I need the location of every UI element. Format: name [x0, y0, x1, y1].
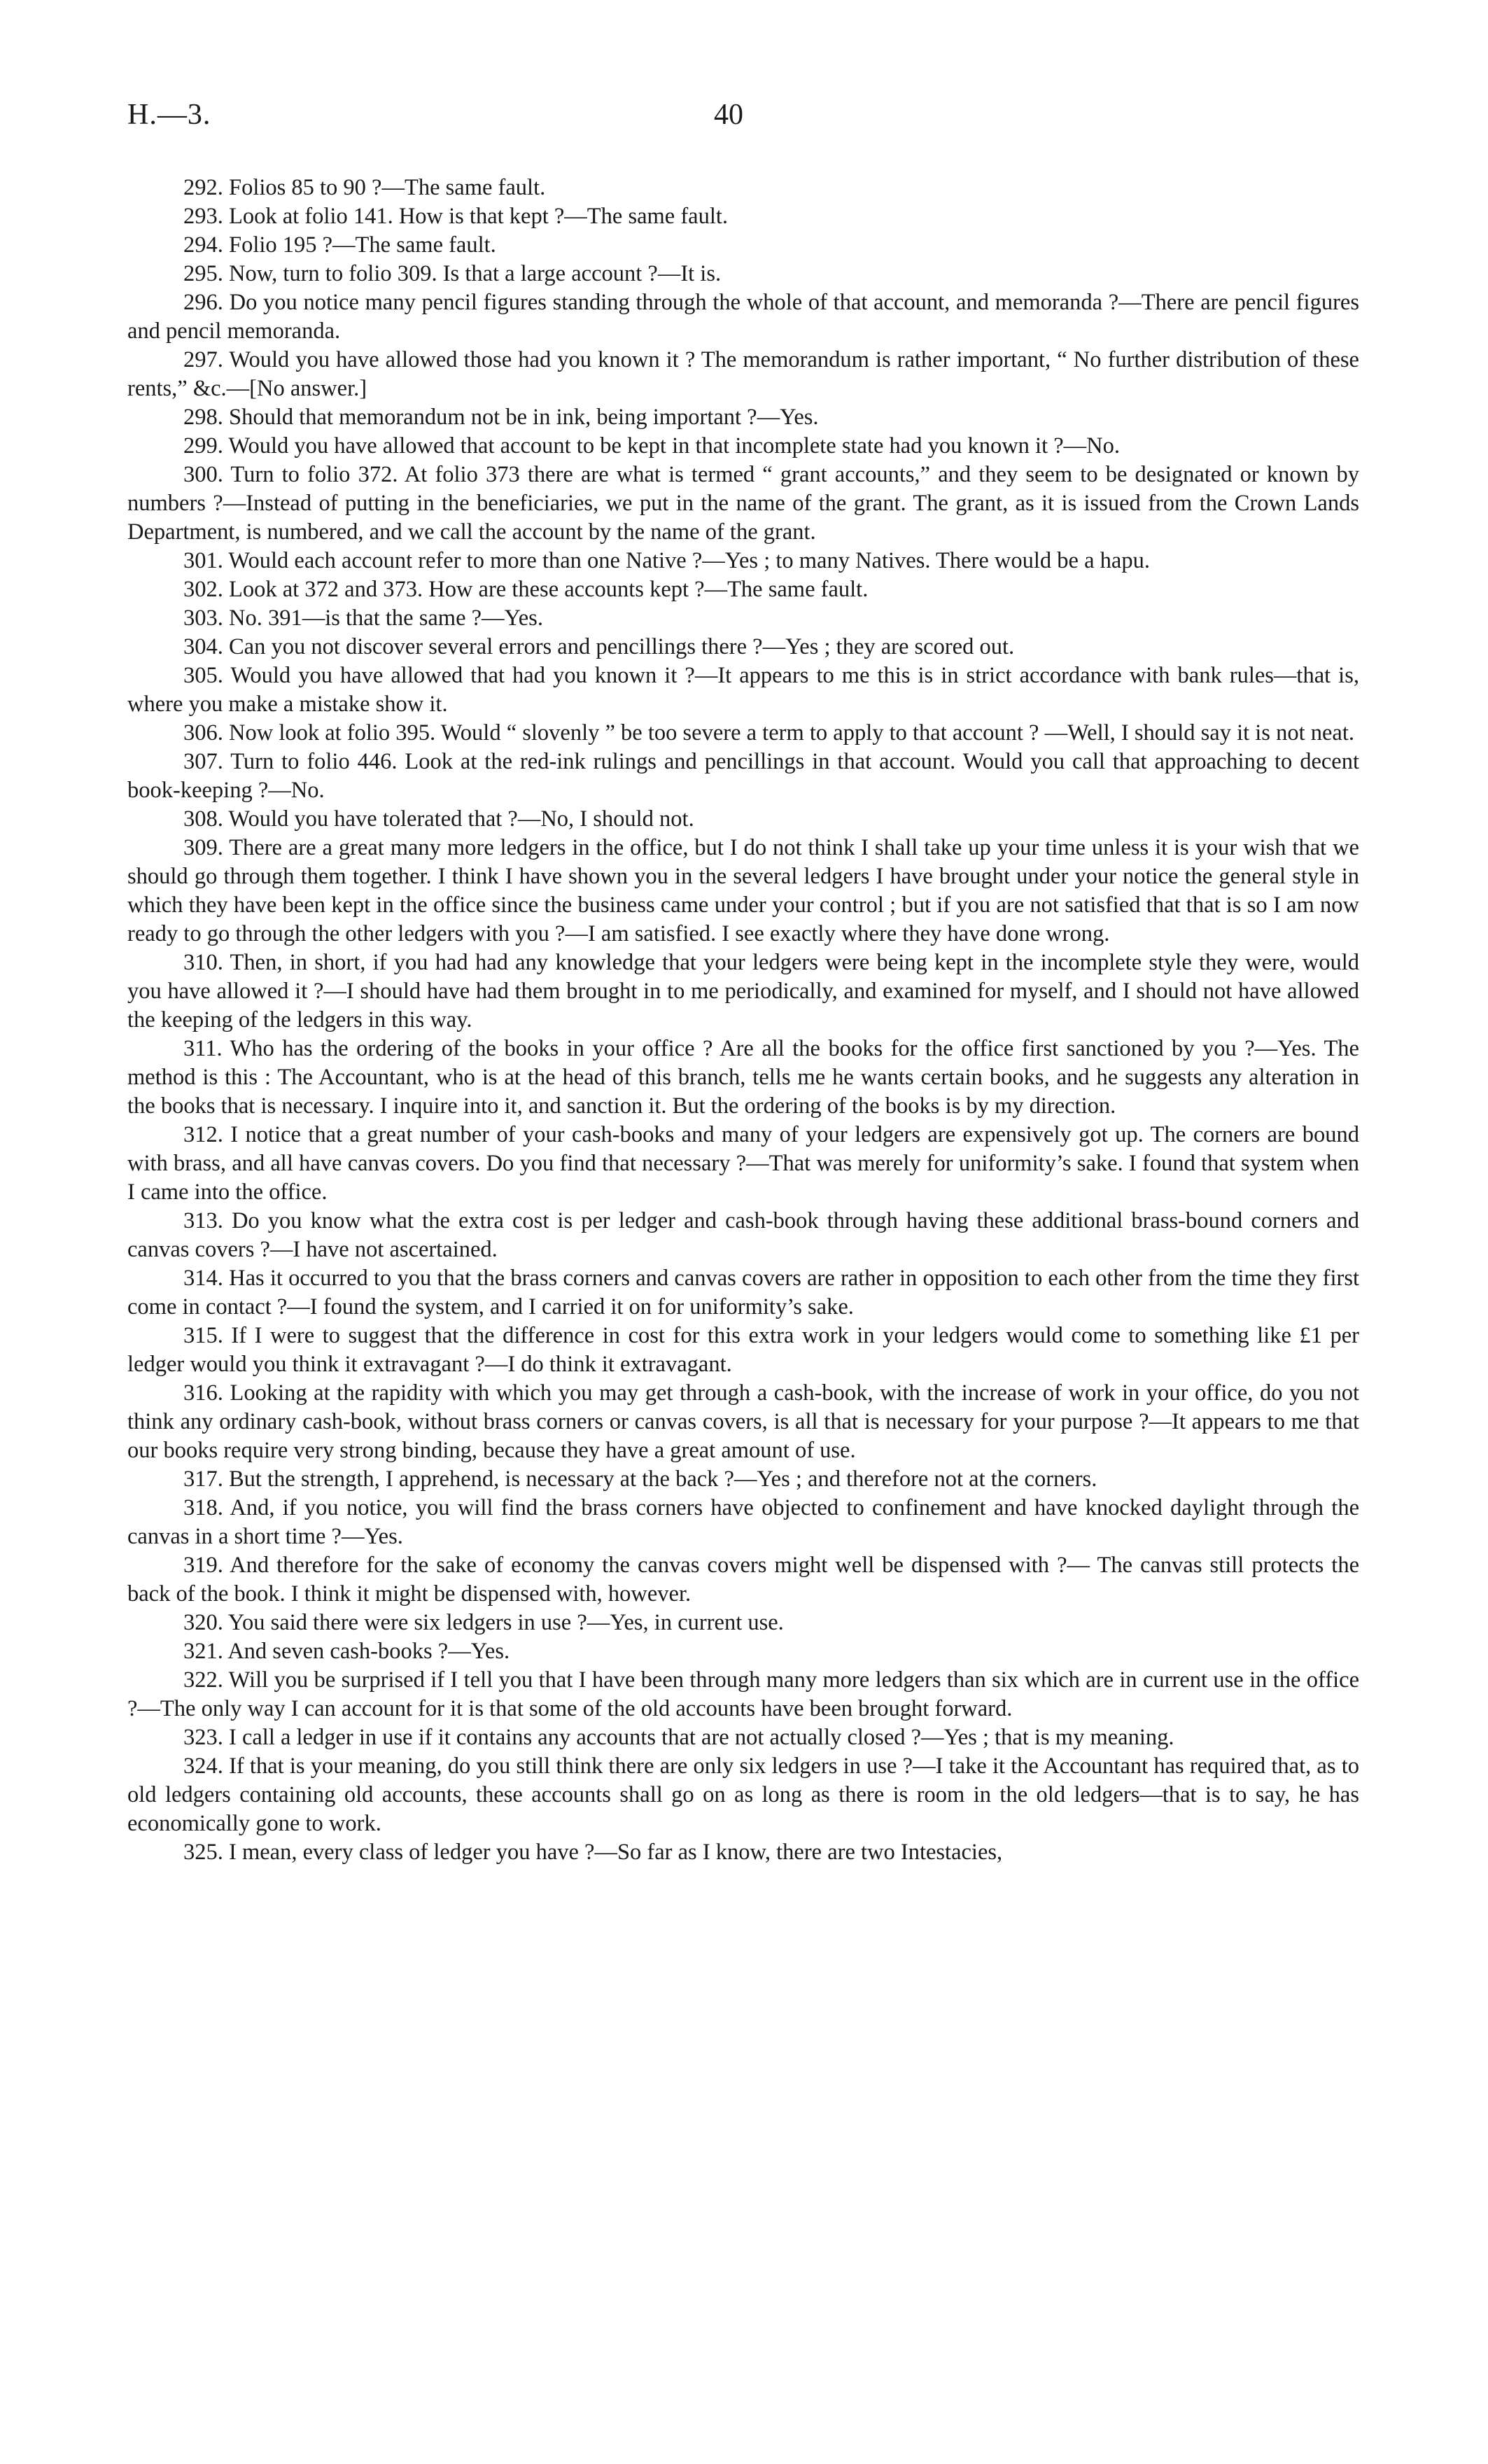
paragraph-301: 301. Would each account refer to more than one Native ?—Yes ; to many Natives. There would be a hapu. [183, 548, 1150, 573]
paragraph-318: 318. And, if you notice, you will find the brass corners have objected to confinement and have knocked daylight through the canvas in a short time ?—Yes. [127, 1495, 1359, 1549]
paragraph-292: 292. Folios 85 to 90 ?—The same fault. [183, 175, 546, 200]
paragraph-299: 299. Would you have allowed that account to be kept in that incomplete state had you known it ?—No. [183, 433, 1121, 458]
paragraph-317: 317. But the strength, I apprehend, is necessary at the back ?—Yes ; and therefore not at the corners. [183, 1466, 1097, 1492]
page-number: 40 [714, 99, 743, 131]
paragraph-314: 314. Has it occurred to you that the brass corners and canvas covers are rather in opposition to each other from the time they first come in contact ?—I found the system, and I carried it on for uniformity’s sake. [127, 1266, 1359, 1320]
paragraph-320: 320. You said there were six ledgers in use ?—Yes, in current use. [183, 1610, 784, 1635]
paragraph-313: 313. Do you know what the extra cost is per ledger and cash-book through having these additional brass-bound corners and canvas covers ?—I have not ascertained. [127, 1208, 1359, 1262]
paragraph-303: 303. No. 391—is that the same ?—Yes. [183, 606, 543, 631]
paragraph-300: 300. Turn to folio 372. At folio 373 there are what is termed “ grant accounts,” and they seem to be designated or known by numbers ?—Instead of putting in the beneficiaries, we put in the name of the grant. The grant, as it is issued from the Crown Lands Department, is numbered, and we call the account by the name of the grant. [127, 462, 1359, 545]
paragraph-309: 309. There are a great many more ledgers in the office, but I do not think I shall take up your time unless it is your wish that we should go through them together. I think I have shown you in the several ledgers I have brought under your notice the general style in which they have been kept in the office since the business came under your control ; but if you are not satisfied that that is so I am now ready to go through the other ledgers with you ?—I am satisfied. I see exactly where they have done wrong. [127, 835, 1359, 946]
paragraph-325: 325. I mean, every class of ledger you have ?—So far as I know, there are two Intestacies, [183, 1840, 1003, 1865]
document-reference: H.—3. [127, 99, 211, 131]
paragraph-298: 298. Should that memorandum not be in ink, being important ?—Yes. [183, 405, 819, 430]
paragraph-305: 305. Would you have allowed that had you known it ?—It appears to me this is in strict accordance with bank rules—that is, where you make a mistake show it. [127, 663, 1359, 717]
paragraph-293: 293. Look at folio 141. How is that kept ?—The same fault. [183, 204, 729, 229]
paragraph-304: 304. Can you not discover several errors and pencillings there ?—Yes ; they are scored out. [183, 634, 1015, 659]
paragraph-294: 294. Folio 195 ?—The same fault. [183, 232, 496, 258]
paragraph-319: 319. And therefore for the sake of economy the canvas covers might well be dispensed with ?— The canvas still protects the back of the book. I think it might be dispensed with, however. [127, 1553, 1359, 1606]
paragraph-324: 324. If that is your meaning, do you still think there are only six ledgers in use ?—I take it the Accountant has required that, as to old ledgers containing old accounts, these accounts shall go on as long as there is room in the old ledgers—that is to say, he has economically gone to work. [127, 1754, 1359, 1836]
paragraph-308: 308. Would you have tolerated that ?—No, I should not. [183, 806, 694, 832]
paragraph-315: 315. If I were to suggest that the difference in cost for this extra work in your ledgers would come to something like £1 per ledger would you think it extravagant ?—I do think it extravagant. [127, 1323, 1359, 1377]
page-header [127, 98, 1359, 140]
paragraph-295: 295. Now, turn to folio 309. Is that a large account ?—It is. [183, 261, 722, 286]
paragraph-306: 306. Now look at folio 395. Would “ slovenly ” be too severe a term to apply to that account ? —Well, I should say it is not neat. [183, 720, 1354, 746]
paragraph-307: 307. Turn to folio 446. Look at the red-ink rulings and pencillings in that account. Would you call that approaching to decent book-keeping ?—No. [127, 749, 1359, 803]
paragraph-302: 302. Look at 372 and 373. How are these accounts kept ?—The same fault. [183, 577, 869, 602]
paragraph-321: 321. And seven cash-books ?—Yes. [183, 1639, 510, 1664]
testimony-body [127, 174, 1359, 1867]
paragraph-323: 323. I call a ledger in use if it contains any accounts that are not actually closed ?—Yes ; that is my meaning. [183, 1725, 1174, 1750]
paragraph-311: 311. Who has the ordering of the books in your office ? Are all the books for the office first sanctioned by you ?—Yes. The method is this : The Accountant, who is at the head of this branch, tells me he wants certain books, and he suggests any alteration in the books that is necessary. I inquire into it, and sanction it. But the ordering of the books is by my direction. [127, 1036, 1359, 1119]
paragraph-322: 322. Will you be surprised if I tell you that I have been through many more ledgers than six which are in current use in the office ?—The only way I can account for it is that some of the old accounts have been brought forward. [127, 1667, 1359, 1721]
paragraph-297: 297. Would you have allowed those had you known it ? The memorandum is rather important, “ No further distribution of these rents,” &c.—[No answer.] [127, 347, 1359, 401]
paragraph-296: 296. Do you notice many pencil figures standing through the whole of that account, and memoranda ?—There are pencil figures and pencil memoranda. [127, 290, 1359, 344]
paragraph-316: 316. Looking at the rapidity with which you may get through a cash-book, with the increase of work in your office, do you not think any ordinary cash-book, without brass corners or canvas covers, is all that is necessary for your purpose ?—It appears to me that our books require very strong binding, because they have a great amount of use. [127, 1380, 1359, 1463]
paragraph-310: 310. Then, in short, if you had had any knowledge that your ledgers were being kept in the incomplete style they were, would you have allowed it ?—I should have had them brought in to me periodically, and examined for myself, and I should not have allowed the keeping of the ledgers in this way. [127, 950, 1359, 1032]
paragraph-312: 312. I notice that a great number of your cash-books and many of your ledgers are expensively got up. The corners are bound with brass, and all have canvas covers. Do you find that necessary ?—That was merely for uniformity’s sake. I found that system when I came into the office. [127, 1122, 1359, 1205]
